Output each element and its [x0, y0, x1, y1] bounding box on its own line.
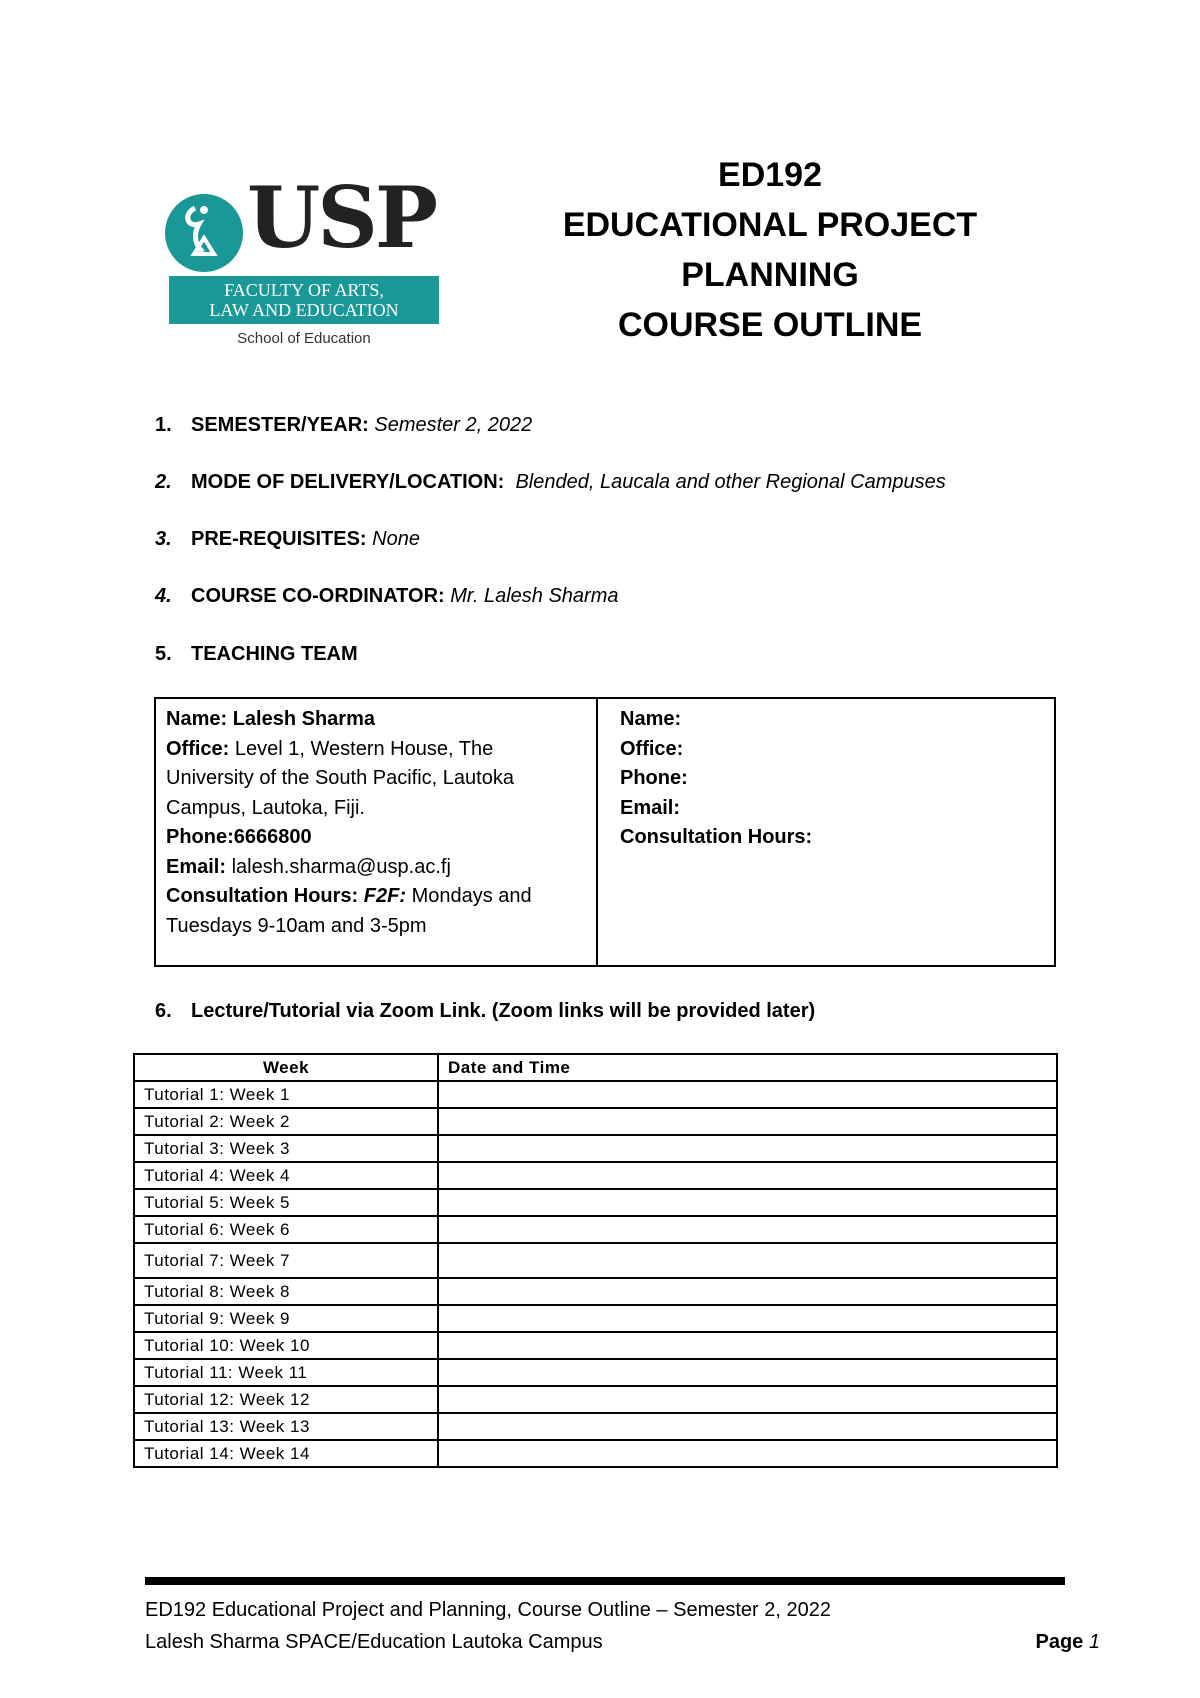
week-cell: Tutorial 4: Week 4 — [134, 1162, 438, 1189]
table-row — [134, 1305, 1057, 1332]
title-line-3: COURSE OUTLINE — [617, 306, 923, 344]
date-time-cell — [438, 1135, 1057, 1162]
date-time-cell — [438, 1413, 1057, 1440]
table-row — [134, 1278, 1057, 1305]
table-row — [134, 1216, 1057, 1243]
table-row — [134, 1135, 1057, 1162]
member-email[interactable]: lalesh.sharma@usp.ac.fj — [231, 855, 451, 878]
table-row — [134, 1243, 1057, 1278]
table-row — [134, 1386, 1057, 1413]
week-cell: Tutorial 10: Week 10 — [134, 1332, 438, 1359]
member-name: Lalesh Sharma — [232, 708, 375, 730]
week-cell: Tutorial 7: Week 7 — [134, 1243, 438, 1278]
week-cell: Tutorial 2: Week 2 — [134, 1108, 438, 1135]
course-code: ED192 — [718, 156, 822, 194]
column-header-week: Week — [134, 1054, 438, 1081]
week-cell: Tutorial 5: Week 5 — [134, 1189, 438, 1216]
tutorial-schedule-table — [133, 1053, 1058, 1468]
item-teaching-team: 5. TEACHING TEAM — [155, 643, 358, 665]
table-row — [134, 1332, 1057, 1359]
table-body — [134, 1081, 1057, 1467]
member-phone: 6666800 — [233, 826, 312, 848]
date-time-cell — [438, 1386, 1057, 1413]
table-row — [134, 1440, 1057, 1467]
page-number: Page 1 — [1035, 1631, 1100, 1653]
usp-wordmark: USP — [247, 168, 436, 267]
table-header-row — [134, 1054, 1057, 1081]
faculty-line-1: FACULTY OF ARTS, — [224, 280, 384, 300]
item-semester: 1. SEMESTER/YEAR: Semester 2, 2022 — [155, 414, 533, 436]
date-time-cell — [438, 1243, 1057, 1278]
title-line-1: EDUCATIONAL PROJECT — [562, 206, 978, 244]
item-zoom-link: 6. Lecture/Tutorial via Zoom Link. (Zoom links will be provided later) — [155, 1000, 816, 1022]
date-time-cell — [438, 1108, 1057, 1135]
item-mode-of-delivery: 2. MODE OF DELIVERY/LOCATION: Blended, Laucala and other Regional Campuses — [155, 471, 946, 493]
date-time-cell — [438, 1278, 1057, 1305]
date-time-cell — [438, 1189, 1057, 1216]
school-name: School of Education — [237, 330, 371, 347]
week-cell: Tutorial 3: Week 3 — [134, 1135, 438, 1162]
date-time-cell — [438, 1332, 1057, 1359]
footer-line-1: ED192 Educational Project and Planning, Course Outline – Semester 2, 2022 — [145, 1599, 831, 1621]
team-member-1: Name: Lalesh Sharma Office: Level 1, Western House, The University of the South Pacific, Lautoka Campus, Lautoka, Fiji. Phone:6666800 Email: lalesh.sharma@usp.ac.fj Consultation Hours: F2F: Mondays and Tuesdays 9-10am and 3-5pm — [156, 699, 598, 965]
date-time-cell — [438, 1305, 1057, 1332]
table-row — [134, 1081, 1057, 1108]
week-cell: Tutorial 8: Week 8 — [134, 1278, 438, 1305]
week-cell: Tutorial 12: Week 12 — [134, 1386, 438, 1413]
table-row — [134, 1108, 1057, 1135]
item-prerequisites: 3. PRE-REQUISITES: None — [155, 528, 420, 550]
table-row — [134, 1162, 1057, 1189]
week-cell: Tutorial 13: Week 13 — [134, 1413, 438, 1440]
table-row — [134, 1189, 1057, 1216]
week-cell: Tutorial 14: Week 14 — [134, 1440, 438, 1467]
item-coordinator: 4. COURSE CO-ORDINATOR: Mr. Lalesh Sharma — [155, 585, 619, 607]
document-title — [560, 150, 980, 350]
date-time-cell — [438, 1162, 1057, 1189]
faculty-line-2: LAW AND EDUCATION — [209, 300, 399, 320]
team-member-2: Name: Office: Phone: Email: Consultation Hours: — [620, 708, 813, 848]
teaching-team-box — [154, 697, 1056, 967]
page-footer — [145, 1594, 1105, 1658]
footer-rule — [145, 1577, 1065, 1585]
table-row — [134, 1413, 1057, 1440]
date-time-cell — [438, 1440, 1057, 1467]
footer-line-2: Lalesh Sharma SPACE/Education Lautoka Campus — [145, 1631, 603, 1653]
table-row — [134, 1359, 1057, 1386]
date-time-cell — [438, 1359, 1057, 1386]
date-time-cell — [438, 1081, 1057, 1108]
week-cell: Tutorial 6: Week 6 — [134, 1216, 438, 1243]
column-header-date-time: Date and Time — [438, 1054, 1057, 1081]
week-cell: Tutorial 11: Week 11 — [134, 1359, 438, 1386]
week-cell: Tutorial 1: Week 1 — [134, 1081, 438, 1108]
usp-logo — [165, 168, 445, 350]
date-time-cell — [438, 1216, 1057, 1243]
usp-emblem-icon — [165, 194, 243, 272]
week-cell: Tutorial 9: Week 9 — [134, 1305, 438, 1332]
title-line-2: PLANNING — [681, 256, 859, 294]
faculty-band — [169, 276, 439, 324]
